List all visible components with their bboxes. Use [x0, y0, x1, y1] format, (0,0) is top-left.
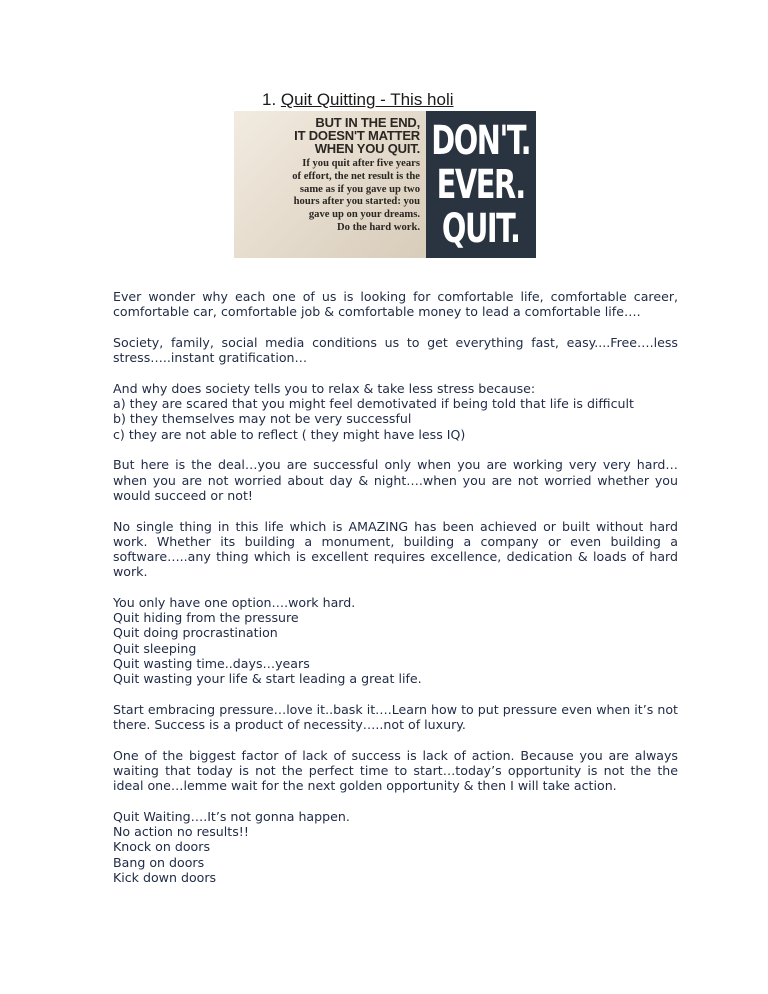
paragraph-line: Quit doing procrastination — [113, 625, 278, 641]
heading-number: 1. — [262, 90, 277, 109]
paragraph — [113, 289, 678, 319]
poster-slogan-line: DON'T. — [431, 117, 531, 164]
poster-quote-text — [234, 158, 420, 235]
poster-headline-line: WHEN YOU QUIT. — [314, 141, 420, 156]
poster-quote-line: Do the hard work. — [337, 221, 420, 233]
paragraph-text: But here is the deal…you are successful only when you are working very very hard…when you are not worried about day & night….when you are not worried whether you would succeed or not! — [113, 457, 678, 503]
paragraph — [113, 702, 678, 732]
paragraph-line: Quit Waiting….It’s not gonna happen. — [113, 809, 350, 825]
paragraph-line: Quit wasting time..days…years — [113, 655, 310, 671]
motivational-poster-image — [234, 111, 536, 258]
section-heading — [262, 90, 454, 110]
paragraph-line: Quit wasting your life & start leading a great life. — [113, 671, 422, 687]
paragraph-line: Quit hiding from the pressure — [113, 610, 299, 626]
poster-slogan-line: QUIT. — [441, 205, 520, 252]
heading-title-link[interactable]: Quit Quitting - This holi — [280, 90, 454, 109]
paragraph — [113, 809, 678, 885]
paragraph-line: Quit sleeping — [113, 640, 197, 656]
poster-quote-line: of effort, the net result is the — [292, 170, 420, 182]
paragraph-line: b) they themselves may not be very successful — [113, 411, 412, 427]
paragraph — [113, 457, 678, 503]
paragraph-text: Society, family, social media conditions us to get everything fast, easy....Free….less stress…..instant gratification… — [113, 335, 678, 366]
paragraph — [113, 381, 678, 442]
poster-quote-line: If you quit after five years — [302, 158, 420, 169]
poster-headline-line: BUT IN THE END, — [315, 115, 420, 130]
paragraph-line: c) they are not able to reflect ( they might have less IQ) — [113, 426, 466, 442]
paragraph-line: a) they are scared that you might feel demotivated if being told that life is difficult — [113, 396, 634, 412]
paragraph-line: You only have one option….work hard. — [113, 595, 356, 611]
poster-quote-panel — [234, 111, 426, 258]
poster-quote-line: hours after you started: you — [293, 196, 420, 208]
paragraph-text: Start embracing pressure…love it..bask it….Learn how to put pressure even when it’s not there. Success is a product of necessity…..not of luxury. — [113, 701, 678, 733]
poster-slogan-line: EVER. — [436, 161, 525, 208]
paragraph-line: And why does society tells you to relax & take less stress because: — [113, 381, 536, 396]
poster-headline — [234, 116, 420, 155]
paragraph — [113, 595, 678, 686]
paragraph-text: No single thing in this life which is AMAZING has been achieved or built without hard work. Whether its building a monument, building a company or even building a software…..any thing which is excellent requires excellence, dedication & loads of hard work. — [113, 518, 678, 580]
paragraph-line: Bang on doors — [113, 854, 205, 870]
paragraph — [113, 335, 678, 365]
article-body — [113, 289, 678, 901]
poster-headline-line: IT DOESN'T MATTER — [294, 128, 420, 143]
poster-quote-line: same as if you gave up two — [299, 183, 420, 195]
paragraph — [113, 748, 678, 794]
poster-slogan-panel — [426, 111, 536, 258]
poster-quote-line: gave up on your dreams. — [308, 209, 420, 221]
paragraph-line: Kick down doors — [113, 869, 217, 885]
paragraph-line: No action no results!! — [113, 824, 249, 840]
paragraph-text: One of the biggest factor of lack of success is lack of action. Because you are always waiting that today is not the perfect time to start…today’s opportunity is not the the ideal one…lemme wait for the next golden opportunity & then I will take action. — [113, 747, 678, 794]
paragraph — [113, 519, 678, 580]
paragraph-text: Ever wonder why each one of us is looking for comfortable life, comfortable career, comfortable car, comfortable job & comfortable money to lead a comfortable life…. — [113, 289, 678, 320]
paragraph-line: Knock on doors — [113, 839, 210, 855]
